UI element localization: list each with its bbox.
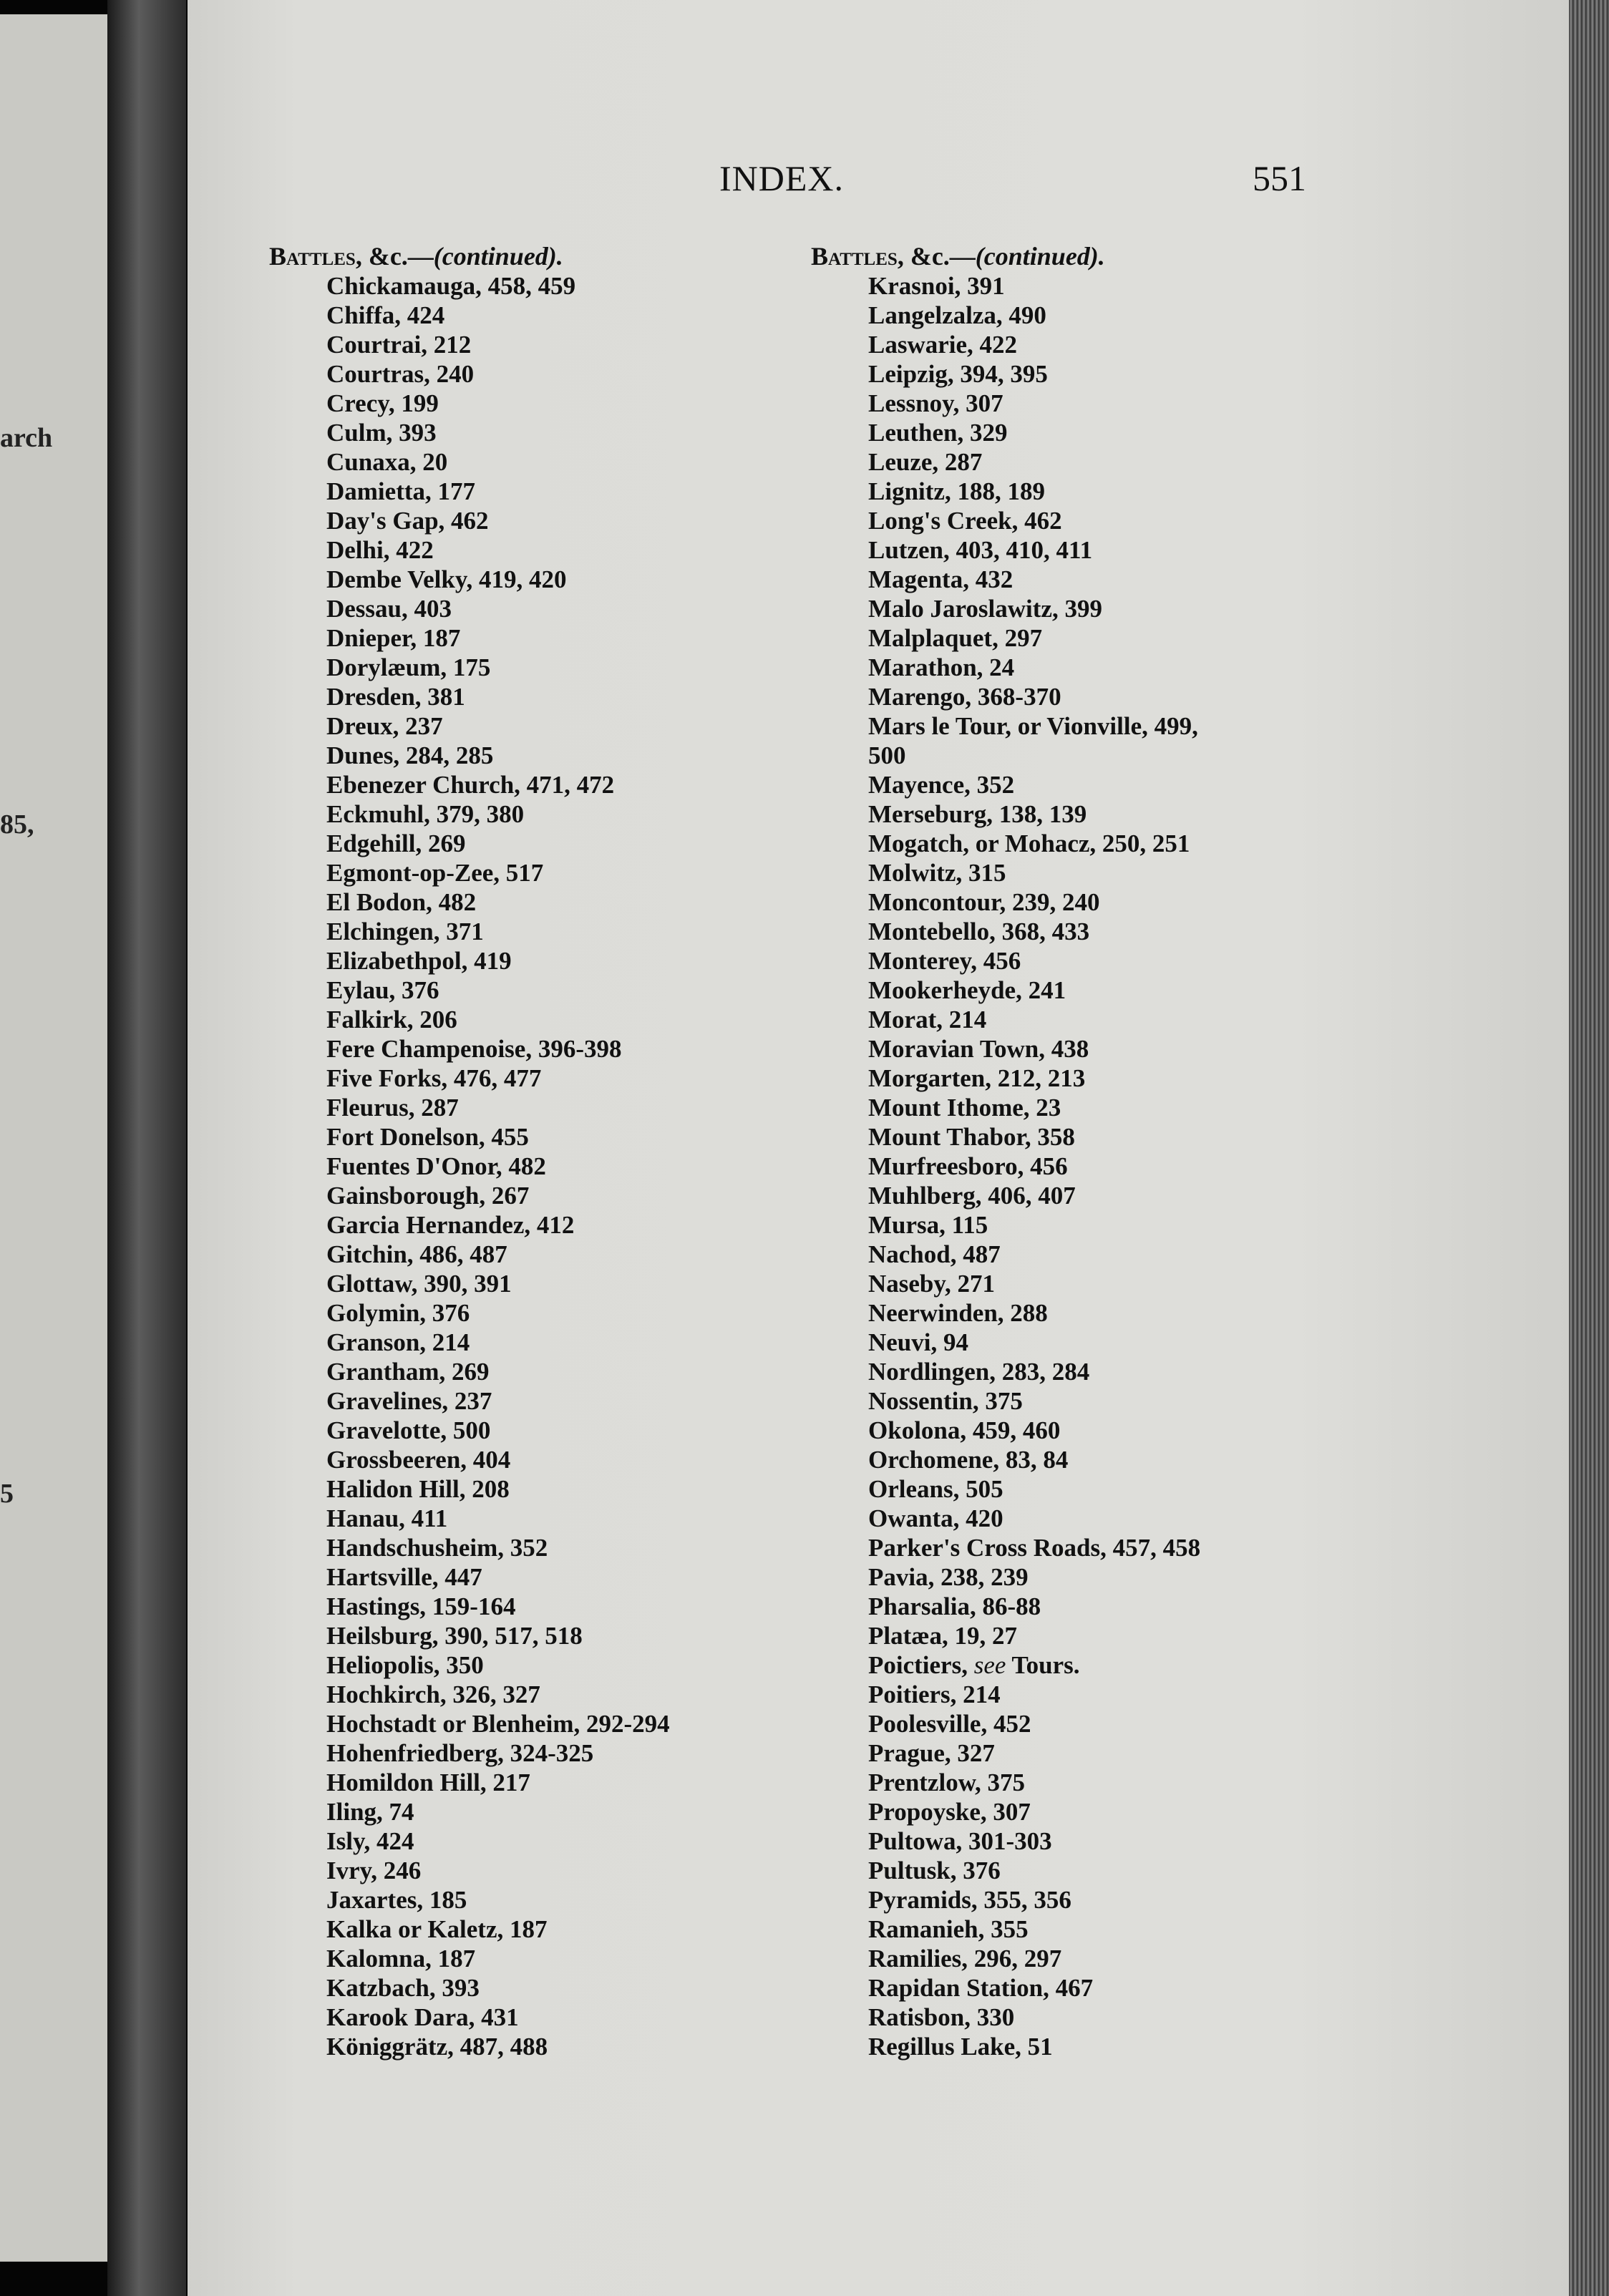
index-entry: Propoyske, 307 [868,1798,1031,1826]
index-entry: Glottaw, 390, 391 [326,1270,512,1298]
see-reference: see [973,1651,1006,1679]
index-entry: Prague, 327 [868,1739,995,1767]
index-entry: Dnieper, 187 [326,624,461,652]
index-entry: Poolesville, 452 [868,1710,1031,1738]
index-entry: Hanau, 411 [326,1504,448,1532]
index-entry: Grantham, 269 [326,1358,490,1386]
continued-note: (continued). [433,242,563,271]
index-entry: Mount Thabor, 358 [868,1123,1075,1151]
section-name: Battles [811,242,898,271]
index-entry: Muhlberg, 406, 407 [868,1182,1076,1210]
index-column-right [811,242,1355,2061]
index-entry: Dessau, 403 [326,595,452,623]
index-entry: Isly, 424 [326,1827,414,1855]
index-entry: Parker's Cross Roads, 457, 458 [868,1534,1201,1562]
index-entry: Handschusheim, 352 [326,1534,548,1562]
index-entry: Prentzlow, 375 [868,1769,1026,1796]
index-entry: Cunaxa, 20 [326,448,448,476]
index-entries [269,271,827,2061]
index-entry: Mount Ithome, 23 [868,1094,1061,1122]
index-entry: Katzbach, 393 [326,1974,480,2002]
index-entries [811,1650,1355,1680]
index-entry: Hohenfriedberg, 324-325 [326,1739,594,1767]
index-entry: Fuentes D'Onor, 482 [326,1152,546,1180]
index-entry: El Bodon, 482 [326,888,477,916]
index-entry: Leuze, 287 [868,448,983,476]
index-entry: Pultusk, 376 [868,1857,1001,1884]
index-entry: Mars le Tour, or Vionville, 499, [868,712,1198,740]
index-entry: Fere Champenoise, 396-398 [326,1035,622,1063]
index-entry: Moravian Town, 438 [868,1035,1089,1063]
index-entry: Kalka or Kaletz, 187 [326,1915,548,1943]
index-entry: Lignitz, 188, 189 [868,477,1045,505]
index-entry: Heilsburg, 390, 517, 518 [326,1622,583,1650]
index-entries [811,271,1355,770]
index-entry: Hartsville, 447 [326,1563,482,1591]
index-entry: Heliopolis, 350 [326,1651,484,1679]
index-entry: Pyramids, 355, 356 [868,1886,1071,1914]
page-number: 551 [1253,158,1306,198]
index-entry: Orleans, 505 [868,1475,1003,1503]
index-entry: Neerwinden, 288 [868,1299,1048,1327]
index-entry: Leuthen, 329 [868,419,1008,447]
index-entry: Murfreesboro, 456 [868,1152,1068,1180]
index-entry: Edgehill, 269 [326,830,466,857]
index-entry: Orchomene, 83, 84 [868,1446,1069,1474]
index-entry: Ivry, 246 [326,1857,422,1884]
index-entry: Day's Gap, 462 [326,507,489,535]
index-entry: Nordlingen, 283, 284 [868,1358,1090,1386]
section-tail: , &c.— [897,242,976,271]
index-entry: Dorylæum, 175 [326,653,491,681]
index-entry: Nachod, 487 [868,1240,1001,1268]
index-entry: Pharsalia, 86-88 [868,1592,1041,1620]
binding-gutter [107,0,186,2296]
index-entry: Krasnoi, 391 [868,272,1005,300]
page-edges [1569,0,1609,2296]
index-entry: Eylau, 376 [326,976,439,1004]
index-entries [811,1680,1355,2061]
index-entry: Chiffa, 424 [326,301,445,329]
index-column-left [269,242,827,2061]
index-entry: Dunes, 284, 285 [326,741,494,769]
index-entry: Owanta, 420 [868,1504,1003,1532]
index-entry: Courtrai, 212 [326,331,472,359]
index-entry: Ramilies, 296, 297 [868,1945,1062,1972]
index-entry: Malo Jaroslawitz, 399 [868,595,1102,623]
index-entry: Gitchin, 486, 487 [326,1240,507,1268]
index-entry: Moncontour, 239, 240 [868,888,1100,916]
entry-name: Poictiers, [868,1651,974,1679]
index-entry: Damietta, 177 [326,477,476,505]
index-entry: Golymin, 376 [326,1299,470,1327]
index-entry: Regillus Lake, 51 [868,2033,1053,2061]
index-entry: Morgarten, 212, 213 [868,1064,1086,1092]
index-entry: Homildon Hill, 217 [326,1769,530,1796]
index-entry: Okolona, 459, 460 [868,1416,1061,1444]
index-entry: Delhi, 422 [326,536,434,564]
index-entry: Nossentin, 375 [868,1387,1023,1415]
index-entry: Leipzig, 394, 395 [868,360,1048,388]
index-entry: Mursa, 115 [868,1211,988,1239]
index-entry: Lutzen, 403, 410, 411 [868,536,1093,564]
index-entry: Pavia, 238, 239 [868,1563,1029,1591]
index-entry: Halidon Hill, 208 [326,1475,510,1503]
index-entry: Courtras, 240 [326,360,475,388]
index-entries [811,770,1355,1650]
section-tail: , &c.— [355,242,434,271]
index-entry: Morat, 214 [868,1006,987,1033]
section-heading [269,242,827,271]
index-entry: Gravelines, 237 [326,1387,492,1415]
index-entry: Elchingen, 371 [326,918,484,945]
index-entry: Eckmuhl, 379, 380 [326,800,525,828]
index-entry: Mookerheyde, 241 [868,976,1066,1004]
index-entry: Gravelotte, 500 [326,1416,491,1444]
index-entry: Poitiers, 214 [868,1680,1001,1708]
index-entry: Dresden, 381 [326,683,465,711]
index-entry [868,1650,1355,1680]
index-entry: Platæa, 19, 27 [868,1622,1018,1650]
index-entry: Long's Creek, 462 [868,507,1062,535]
index-entry: Montebello, 368, 433 [868,918,1090,945]
index-entry: Fort Donelson, 455 [326,1123,529,1151]
index-entry: Naseby, 271 [868,1270,995,1298]
section-heading [811,242,1355,271]
section-name: Battles [269,242,356,271]
index-entry: Rapidan Station, 467 [868,1974,1094,2002]
index-entry: Ebenezer Church, 471, 472 [326,771,615,799]
facing-page-fragment: 85, [0,809,34,840]
index-entry: Chickamauga, 458, 459 [326,272,576,300]
index-entry: Monterey, 456 [868,947,1021,975]
continued-note: (continued). [975,242,1105,271]
index-entry: Garcia Hernandez, 412 [326,1211,575,1239]
index-entry: Crecy, 199 [326,389,439,417]
index-entry: Fleurus, 287 [326,1094,459,1122]
index-entry: Grossbeeren, 404 [326,1446,511,1474]
index-entry: Königgrätz, 487, 488 [326,2033,548,2061]
index-entry: 500 [868,741,906,769]
index-entry: Jaxartes, 185 [326,1886,467,1914]
facing-page-fragment: 5 [0,1479,14,1509]
index-entry: Kalomna, 187 [326,1945,476,1972]
index-entry: Hastings, 159-164 [326,1592,516,1620]
index-entry: Hochkirch, 326, 327 [326,1680,540,1708]
index-entry: Pultowa, 301-303 [868,1827,1052,1855]
index-entry: Laswarie, 422 [868,331,1018,359]
page-title: INDEX. [719,158,845,198]
index-entry: Mayence, 352 [868,771,1015,799]
index-entry: Ramanieh, 355 [868,1915,1029,1943]
index-entry: Elizabethpol, 419 [326,947,512,975]
index-entry: Gainsborough, 267 [326,1182,530,1210]
index-entry: Karook Dara, 431 [326,2003,519,2031]
index-entry: Molwitz, 315 [868,859,1006,887]
index-entry: Merseburg, 138, 139 [868,800,1087,828]
index-entry: Magenta, 432 [868,565,1013,593]
index-entry: Ratisbon, 330 [868,2003,1015,2031]
index-entry: Egmont-op-Zee, 517 [326,859,544,887]
index-entry: Neuvi, 94 [868,1328,968,1356]
facing-page-fragment: arch [0,423,53,453]
index-entry: Malplaquet, 297 [868,624,1043,652]
index-entry: Granson, 214 [326,1328,470,1356]
index-entry: Langelzalza, 490 [868,301,1046,329]
index-entry: Culm, 393 [326,419,437,447]
index-entry: Iling, 74 [326,1798,414,1826]
entry-reference: Tours. [1006,1651,1080,1679]
index-entry: Dreux, 237 [326,712,443,740]
index-entry: Lessnoy, 307 [868,389,1003,417]
index-entry: Marengo, 368-370 [868,683,1061,711]
index-entry: Hochstadt or Blenheim, 292-294 [326,1710,670,1738]
index-entry: Five Forks, 476, 477 [326,1064,542,1092]
index-entry: Falkirk, 206 [326,1006,457,1033]
index-entry: Marathon, 24 [868,653,1015,681]
index-entry: Mogatch, or Mohacz, 250, 251 [868,830,1190,857]
index-entry: Dembe Velky, 419, 420 [326,565,567,593]
